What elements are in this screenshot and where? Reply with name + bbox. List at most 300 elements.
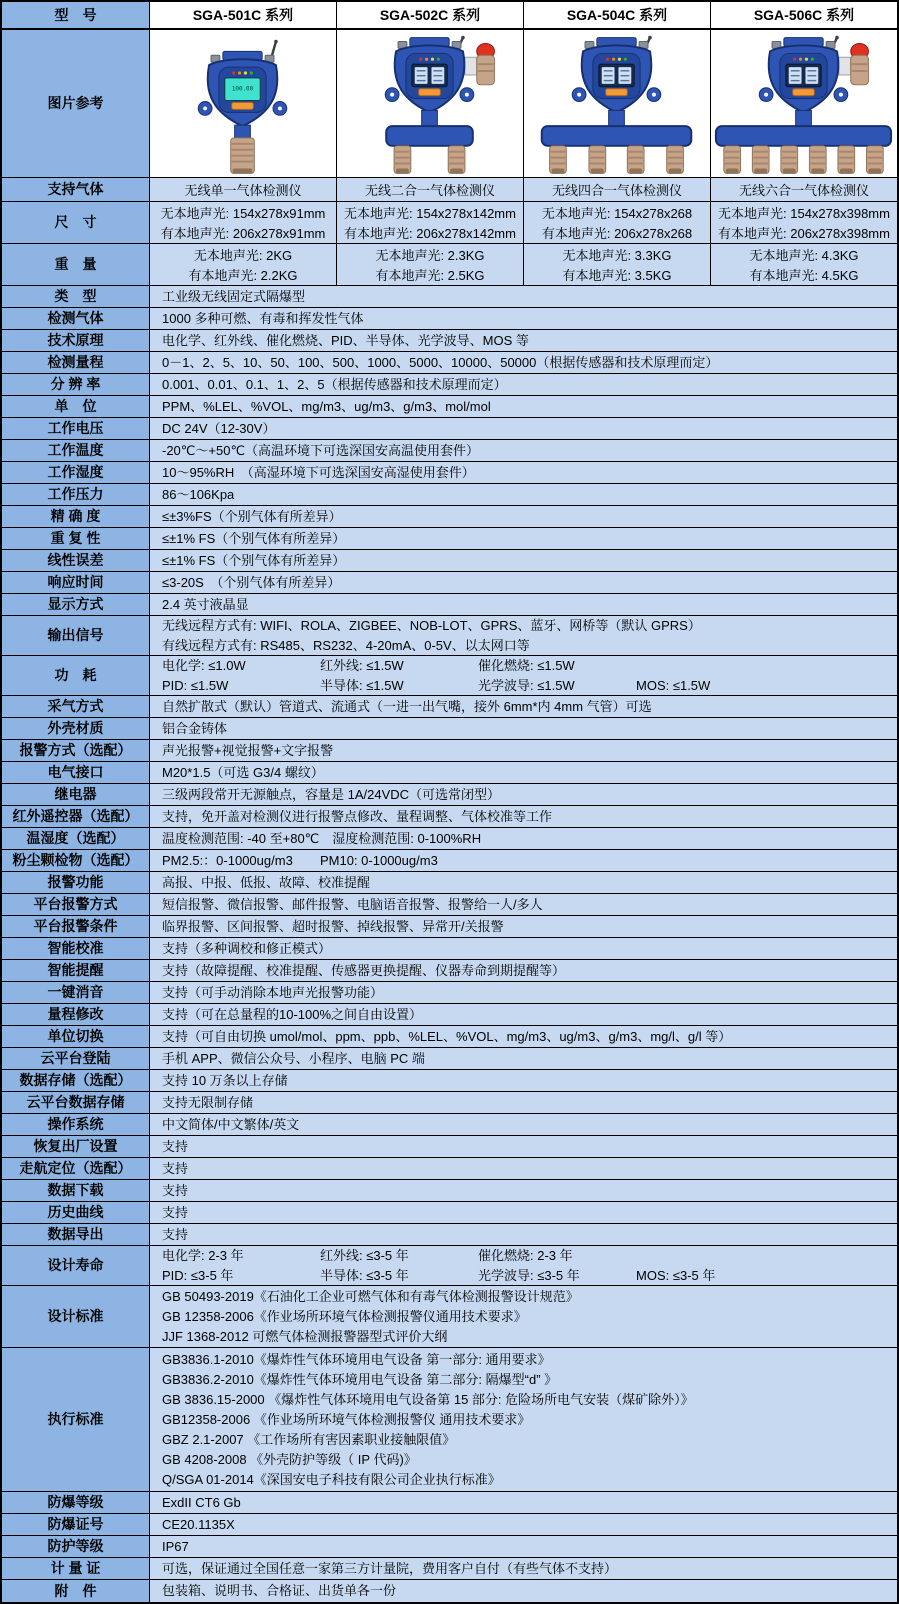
spec-text: 临界报警、区间报警、超时报警、掉线报警、异常开/关报警: [162, 918, 504, 934]
table-row-humidity: [2, 462, 897, 484]
spec-text: 支持，免开盖对检测仪进行报警点修改、量程调整、气体校准等工作: [162, 808, 553, 824]
spec-text: ≤3-20S （个别气体有所差异）: [162, 574, 341, 590]
spec-segment: 催化燃烧: ≤1.5W: [478, 657, 575, 673]
spec-line: 无本地声光: 2KG: [193, 248, 293, 263]
table-row-display: [2, 594, 897, 616]
status-led: [419, 58, 422, 61]
status-led: [606, 58, 609, 61]
spec-text: -20℃～+50℃（高温环境下可选深国安高温使用套件）: [162, 442, 480, 458]
status-led: [799, 58, 802, 61]
table-row-images: [2, 30, 897, 178]
spec-line: 无本地声光: 4.3KG: [749, 248, 859, 263]
row-label-output-signal: 输出信号: [2, 616, 150, 655]
table-row-relay: [2, 784, 897, 806]
svg-text:100.00: 100.00: [231, 86, 254, 93]
spec-line: GBZ 2.1-2007 《工作场所有害因素职业接触限值》: [162, 1431, 456, 1447]
row-content: [150, 550, 897, 571]
spec-text: M20*1.5（可选 G3/4 螺纹）: [162, 764, 324, 780]
spec-text: 自然扩散式（默认）管道式、流通式（一进一出气嘴，接外 6mm*内 4mm 气管）可选: [162, 698, 652, 714]
row-content: [150, 1114, 897, 1135]
spec-text: PPM、%LEL、%VOL、mg/m3、ug/m3、g/m3、mol/mol: [162, 398, 491, 414]
row-content: [150, 1004, 897, 1025]
table-row-design-standard: [2, 1286, 897, 1348]
sensor-probe: [589, 146, 606, 174]
spec-cell: [150, 244, 337, 285]
spec-text: 0－1、2、5、10、50、100、500、1000、5000、10000、50000（根据传感器和技术原理而定）: [162, 354, 719, 370]
row-label-weight: 重 量: [2, 244, 150, 285]
spec-text: 支持: [162, 1138, 189, 1154]
table-row-cloud-login: [2, 1048, 897, 1070]
spec-segment: PID: ≤1.5W: [162, 677, 229, 693]
table-row-repeatability: [2, 528, 897, 550]
row-content: [150, 1136, 897, 1157]
row-label-pressure: 工作压力: [2, 484, 150, 505]
spec-table: [2, 2, 897, 1602]
sensor-probe: [866, 146, 883, 174]
spec-line: GB 3836.15-2000 《爆炸性气体环境用电气设备第 15 部分: 危险场所电气安装（煤矿除外）》: [162, 1391, 694, 1407]
row-label-unit-switch: 单位切换: [2, 1026, 150, 1047]
spec-text: 铝合金铸体: [162, 720, 228, 736]
model-header: SGA-502C 系列: [337, 2, 524, 28]
spec-text: 1000 多种可燃、有毒和挥发性气体: [162, 310, 364, 326]
row-content: [150, 462, 897, 483]
row-content: [150, 1026, 897, 1047]
spec-segment: 光学波导: ≤3-5 年: [478, 1267, 580, 1283]
device-buttons: [419, 89, 441, 96]
status-led: [811, 58, 814, 61]
row-content: [150, 330, 897, 351]
row-content: [150, 352, 897, 373]
spec-segment: PM10: 0-1000ug/m3: [320, 852, 438, 868]
row-content: [150, 572, 897, 593]
manifold: [386, 126, 473, 146]
spec-segment: 光学波导: ≤1.5W: [478, 677, 575, 693]
spec-text: 电化学、红外线、催化燃烧、PID、半导体、光学波导、MOS 等: [162, 332, 529, 348]
row-content: [150, 528, 897, 549]
spec-text: 支持无限制存储: [162, 1094, 254, 1110]
sensor-probe: [550, 146, 567, 174]
spec-cell: [337, 244, 524, 285]
row-label-ir-remote: 红外遥控器（选配）: [2, 806, 150, 827]
row-content: [150, 1492, 897, 1513]
table-row-type: [2, 286, 897, 308]
row-label-electrical-interface: 电气接口: [2, 762, 150, 783]
row-content: [150, 762, 897, 783]
spec-line: 无本地声光: 154x278x142mm: [344, 206, 516, 221]
row-content: [150, 718, 897, 739]
spec-text: 手机 APP、微信公众号、小程序、电脑 PC 端: [162, 1050, 425, 1066]
gas-type-cell: 无线六合一气体检测仪: [711, 178, 897, 201]
row-content: [150, 1202, 897, 1223]
row-label-smart-calibration: 智能校准: [2, 938, 150, 959]
spec-segment: 电化学: ≤1.0W: [162, 657, 246, 673]
row-label-data-download: 数据下载: [2, 1180, 150, 1201]
table-row-range: [2, 352, 897, 374]
row-content: [150, 418, 897, 439]
spec-segment: 半导体: ≤3-5 年: [320, 1267, 409, 1283]
device-image-sga-506c: [711, 30, 897, 177]
table-row-linearity: [2, 550, 897, 572]
row-content: [150, 594, 897, 615]
table-row-protection-class: [2, 1536, 897, 1558]
row-label-explosion-cert: 防爆证号: [2, 1514, 150, 1535]
row-label-humidity: 工作湿度: [2, 462, 150, 483]
table-row-metrology-cert: [2, 1558, 897, 1580]
table-row-unit: [2, 396, 897, 418]
status-led: [250, 71, 253, 74]
row-label-resolution: 分 辨 率: [2, 374, 150, 395]
sensor-probe: [838, 146, 855, 174]
row-content: [150, 1246, 897, 1285]
table-row-accuracy: [2, 506, 897, 528]
spec-segment: 红外线: ≤1.5W: [320, 657, 404, 673]
spec-line: Q/SGA 01-2014《深国安电子科技有限公司企业执行标准》: [162, 1471, 501, 1487]
spec-text: 中文简体/中文繁体/英文: [162, 1116, 300, 1132]
sensor-probe: [724, 146, 741, 174]
row-content: [150, 894, 897, 915]
table-row-voltage: [2, 418, 897, 440]
sensor-probe: [667, 146, 684, 174]
gas-type-cell: 无线四合一气体检测仪: [524, 178, 711, 201]
row-label-data-storage: 数据存储（选配）: [2, 1070, 150, 1091]
table-row-sampling: [2, 696, 897, 718]
table-row-navigation: [2, 1158, 897, 1180]
table-row-power: [2, 656, 897, 696]
spec-text: ExdII CT6 Gb: [162, 1494, 241, 1510]
status-led: [431, 58, 434, 61]
table-row-mute: [2, 982, 897, 1004]
status-led: [624, 58, 627, 61]
spec-line: 无本地声光: 2.3KG: [375, 248, 485, 263]
row-content: [150, 916, 897, 937]
row-label-design-life: 设计寿命: [2, 1246, 150, 1285]
table-row-cloud-storage: [2, 1092, 897, 1114]
row-content: [150, 286, 897, 307]
row-content: [150, 938, 897, 959]
spec-cell: [524, 244, 711, 285]
spec-line: 有本地声光: 4.5KG: [749, 268, 859, 283]
table-row-factory-reset: [2, 1136, 897, 1158]
spec-segment: 电化学: 2-3 年: [162, 1247, 244, 1263]
row-content: [150, 1224, 897, 1245]
row-content: [150, 396, 897, 417]
row-label-principle: 技术原理: [2, 330, 150, 351]
table-row-explosion-class: [2, 1492, 897, 1514]
table-row-electrical-interface: [2, 762, 897, 784]
row-label-model: 型 号: [2, 2, 150, 28]
spec-line: GB12358-2006 《作业场所环境气体检测报警仪 通用技术要求》: [162, 1411, 531, 1427]
spec-text: 支持: [162, 1182, 189, 1198]
row-content: [150, 1348, 897, 1491]
spec-segment: 红外线: ≤3-5 年: [320, 1247, 409, 1263]
row-label-data-export: 数据导出: [2, 1224, 150, 1245]
table-row-housing: [2, 718, 897, 740]
spec-line: 有本地声光: 206x278x268: [541, 226, 693, 241]
spec-text: 支持（可手动消除本地声光报警功能）: [162, 984, 384, 1000]
row-content: [150, 616, 897, 655]
row-content: [150, 960, 897, 981]
row-label-alarm-function: 报警功能: [2, 872, 150, 893]
model-header: SGA-501C 系列: [150, 2, 337, 28]
row-content: [150, 1048, 897, 1069]
row-label-accessories: 附 件: [2, 1580, 150, 1602]
sensor-probe: [231, 138, 255, 173]
row-content: [150, 484, 897, 505]
status-led: [425, 58, 428, 61]
table-row-detect-gas: [2, 308, 897, 330]
table-row-data-storage: [2, 1070, 897, 1092]
row-label-factory-reset: 恢复出厂设置: [2, 1136, 150, 1157]
manifold: [716, 126, 891, 146]
row-content: [150, 1158, 897, 1179]
table-row-response-time: [2, 572, 897, 594]
table-row-temp-humidity: [2, 828, 897, 850]
beacon-bracket: [839, 57, 851, 75]
table-row-supported-gas: [2, 178, 897, 202]
spec-line: 有本地声光: 206x278x398mm: [718, 226, 890, 241]
sensor-probe: [752, 146, 769, 174]
row-content: [150, 696, 897, 717]
table-row-accessories: [2, 1580, 897, 1602]
spec-segment: 半导体: ≤1.5W: [320, 677, 404, 693]
row-label-os: 操作系统: [2, 1114, 150, 1135]
row-label-housing: 外壳材质: [2, 718, 150, 739]
table-row-range-modify: [2, 1004, 897, 1026]
status-led: [612, 58, 615, 61]
gas-type-cell: 无线二合一气体检测仪: [337, 178, 524, 201]
row-label-cloud-storage: 云平台数据存储: [2, 1092, 150, 1113]
gas-type-cell: 无线单一气体检测仪: [150, 178, 337, 201]
row-label-accuracy: 精 确 度: [2, 506, 150, 527]
model-header: SGA-504C 系列: [524, 2, 711, 28]
row-content: [150, 872, 897, 893]
row-label-explosion-class: 防爆等级: [2, 1492, 150, 1513]
spec-text: IP67: [162, 1538, 189, 1554]
manifold: [542, 126, 692, 146]
status-led: [244, 71, 247, 74]
row-label-display: 显示方式: [2, 594, 150, 615]
device-image-sga-504c: [524, 30, 711, 177]
spec-text: 高报、中报、低报、故障、校准提醒: [162, 874, 371, 890]
table-row-explosion-cert: [2, 1514, 897, 1536]
spec-text: 支持（可在总量程的10-100%之间自由设置）: [162, 1006, 423, 1022]
table-row-principle: [2, 330, 897, 352]
device-buttons: [793, 89, 815, 96]
row-content: [150, 806, 897, 827]
row-label-navigation: 走航定位（选配）: [2, 1158, 150, 1179]
spec-text: 短信报警、微信报警、邮件报警、电脑语音报警、报警给一人/多人: [162, 896, 543, 912]
spec-segment: 催化燃烧: 2-3 年: [478, 1247, 573, 1263]
table-row-dimensions: [2, 202, 897, 244]
spec-cell: [150, 202, 337, 243]
spec-text: 支持: [162, 1204, 189, 1220]
table-row-smart-reminder: [2, 960, 897, 982]
spec-line: GB 12358-2006《作业场所环境气体检测报警仪通用技术要求》: [162, 1308, 527, 1324]
row-label-platform-alarm-condition: 平台报警条件: [2, 916, 150, 937]
table-row-platform-alarm-condition: [2, 916, 897, 938]
row-content: [150, 1092, 897, 1113]
row-label-voltage: 工作电压: [2, 418, 150, 439]
row-label-dimensions: 尺 寸: [2, 202, 150, 243]
row-label-alarm-mode: 报警方式（选配）: [2, 740, 150, 761]
spec-cell: [337, 202, 524, 243]
table-row-data-download: [2, 1180, 897, 1202]
row-content: [150, 1514, 897, 1535]
table-row-design-life: [2, 1246, 897, 1286]
sensor-probe: [448, 146, 465, 174]
device-buttons: [232, 103, 254, 110]
table-row-os: [2, 1114, 897, 1136]
row-label-history-curve: 历史曲线: [2, 1202, 150, 1223]
spec-text: 10～95%RH （高湿环境下可选深国安高湿使用套件）: [162, 464, 475, 480]
row-label-protection-class: 防护等级: [2, 1536, 150, 1557]
model-header: SGA-506C 系列: [711, 2, 897, 28]
row-label-exec-standard: 执行标准: [2, 1348, 150, 1491]
spec-line: 有本地声光: 2.5KG: [375, 268, 485, 283]
table-row-history-curve: [2, 1202, 897, 1224]
spec-text: 支持 10 万条以上存储: [162, 1072, 288, 1088]
table-row-output-signal: [2, 616, 897, 656]
spec-line: 无本地声光: 154x278x91mm: [160, 206, 326, 221]
spec-line: 有本地声光: 3.5KG: [562, 268, 672, 283]
spec-text: 工业级无线固定式隔爆型: [162, 288, 306, 304]
table-row-resolution: [2, 374, 897, 396]
row-label-repeatability: 重 复 性: [2, 528, 150, 549]
spec-cell: [524, 202, 711, 243]
spec-line: GB 50493-2019《石油化工企业可燃气体和有毒气体检测报警设计规范》: [162, 1288, 579, 1304]
row-label-images: 图片参考: [2, 30, 150, 177]
spec-line: 有本地声光: 206x278x142mm: [344, 226, 516, 241]
table-row-unit-switch: [2, 1026, 897, 1048]
spec-text: 支持: [162, 1226, 189, 1242]
spec-text: 包装箱、说明书、合格证、出货单各一份: [162, 1583, 397, 1598]
table-row-weight: [2, 244, 897, 286]
row-label-cloud-login: 云平台登陆: [2, 1048, 150, 1069]
table-row-exec-standard: [2, 1348, 897, 1492]
spec-text: ≤±3%FS（个别气体有所差异）: [162, 508, 342, 524]
sensor-probe: [394, 146, 411, 174]
row-label-dust: 粉尘颗检物（选配）: [2, 850, 150, 871]
row-label-metrology-cert: 计 量 证: [2, 1558, 150, 1579]
spec-text: 支持（多种调校和修正模式）: [162, 940, 332, 956]
table-row-temperature: [2, 440, 897, 462]
spec-text: ≤±1% FS（个别气体有所差异）: [162, 552, 346, 568]
device-image-sga-502c: [337, 30, 524, 177]
row-label-supported-gas: 支持气体: [2, 178, 150, 201]
row-content: [150, 828, 897, 849]
row-label-power: 功 耗: [2, 656, 150, 695]
row-content: [150, 784, 897, 805]
row-label-detect-gas: 检测气体: [2, 308, 150, 329]
spec-cell: [711, 244, 897, 285]
status-led: [805, 58, 808, 61]
device-buttons: [606, 89, 628, 96]
spec-line: GB3836.2-2010《爆炸性气体环境用电气设备 第二部分: 隔爆型“d” 》: [162, 1371, 558, 1387]
table-row-pressure: [2, 484, 897, 506]
spec-line: 无线远程方式有: WIFI、ROLA、ZIGBEE、NOB-LOT、GPRS、蓝牙、网桥等（默认 GPRS）: [162, 617, 701, 633]
row-label-linearity: 线性误差: [2, 550, 150, 571]
spec-line: 有线远程方式有: RS485、RS232、4-20mA、0-5V、以太网口等: [162, 637, 530, 653]
table-row-platform-alarm-mode: [2, 894, 897, 916]
status-led: [793, 58, 796, 61]
spec-line: 无本地声光: 154x278x398mm: [718, 206, 890, 221]
row-content: [150, 506, 897, 527]
row-content: [150, 308, 897, 329]
row-content: [150, 1580, 897, 1602]
spec-text: 支持（可自由切换 umol/mol、ppm、ppb、%LEL、%VOL、mg/m3、ug/m3、g/m3、mg/l、g/l 等）: [162, 1028, 732, 1044]
row-label-response-time: 响应时间: [2, 572, 150, 593]
device-image-sga-501c: [150, 30, 337, 177]
spec-text: 声光报警+视觉报警+文字报警: [162, 742, 334, 758]
spec-text: 可选，保证通过全国任意一家第三方计量院，费用客户自付（有些气体不支持）: [162, 1560, 618, 1576]
status-led: [238, 71, 241, 74]
spec-line: 有本地声光: 206x278x91mm: [160, 226, 326, 241]
spec-text: CE20.1135X: [162, 1516, 235, 1532]
beacon-bracket: [465, 57, 477, 75]
sensor-probe: [809, 146, 826, 174]
row-label-design-standard: 设计标准: [2, 1286, 150, 1347]
row-content: [150, 982, 897, 1003]
row-label-smart-reminder: 智能提醒: [2, 960, 150, 981]
table-row-ir-remote: [2, 806, 897, 828]
spec-text: 三级两段常开无源触点，容量是 1A/24VDC（可选常闭型）: [162, 786, 501, 802]
sensor-probe: [627, 146, 644, 174]
table-row-dust: [2, 850, 897, 872]
spec-segment: PM2.5:：0-1000ug/m3: [162, 852, 293, 868]
spec-line: JJF 1368-2012 可燃气体检测报警器型式评价大纲: [162, 1328, 448, 1344]
row-label-type: 类 型: [2, 286, 150, 307]
row-content: [150, 656, 897, 695]
spec-text: 支持: [162, 1160, 189, 1176]
spec-text: 温度检测范围: -40 至+80℃ 湿度检测范围: 0-100%RH: [162, 830, 482, 846]
table-row-smart-calibration: [2, 938, 897, 960]
spec-text: 0.001、0.01、0.1、1、2、5（根据传感器和技术原理而定）: [162, 376, 507, 392]
spec-line: 无本地声光: 3.3KG: [562, 248, 672, 263]
status-led: [618, 58, 621, 61]
spec-text: 86～106Kpa: [162, 486, 235, 502]
spec-text: DC 24V（12-30V）: [162, 420, 276, 436]
spec-line: 有本地声光: 2.2KG: [188, 268, 298, 283]
table-row-model: [2, 2, 897, 30]
row-content: [150, 1558, 897, 1579]
row-label-temperature: 工作温度: [2, 440, 150, 461]
spec-line: 无本地声光: 154x278x268: [541, 206, 693, 221]
sensor-probe: [781, 146, 798, 174]
row-label-sampling: 采气方式: [2, 696, 150, 717]
spec-line: GB3836.1-2010《爆炸性气体环境用电气设备 第一部分: 通用要求》: [162, 1351, 551, 1367]
row-label-unit: 单 位: [2, 396, 150, 417]
row-content: [150, 374, 897, 395]
row-label-mute: 一键消音: [2, 982, 150, 1003]
row-label-relay: 继电器: [2, 784, 150, 805]
row-content: [150, 740, 897, 761]
row-content: [150, 1070, 897, 1091]
spec-text: ≤±1% FS（个别气体有所差异）: [162, 530, 346, 546]
row-label-range: 检测量程: [2, 352, 150, 373]
row-label-range-modify: 量程修改: [2, 1004, 150, 1025]
spec-segment: PID: ≤3-5 年: [162, 1267, 234, 1283]
spec-cell: [711, 202, 897, 243]
spec-segment: MOS: ≤1.5W: [636, 677, 711, 693]
spec-text: 2.4 英寸液晶显: [162, 596, 249, 612]
table-row-data-export: [2, 1224, 897, 1246]
status-led: [437, 58, 440, 61]
row-content: [150, 440, 897, 461]
row-content: [150, 1536, 897, 1557]
row-label-platform-alarm-mode: 平台报警方式: [2, 894, 150, 915]
spec-text: 支持（故障提醒、校准提醒、传感器更换提醒、仪器寿命到期提醒等）: [162, 962, 566, 978]
row-content: [150, 1286, 897, 1347]
